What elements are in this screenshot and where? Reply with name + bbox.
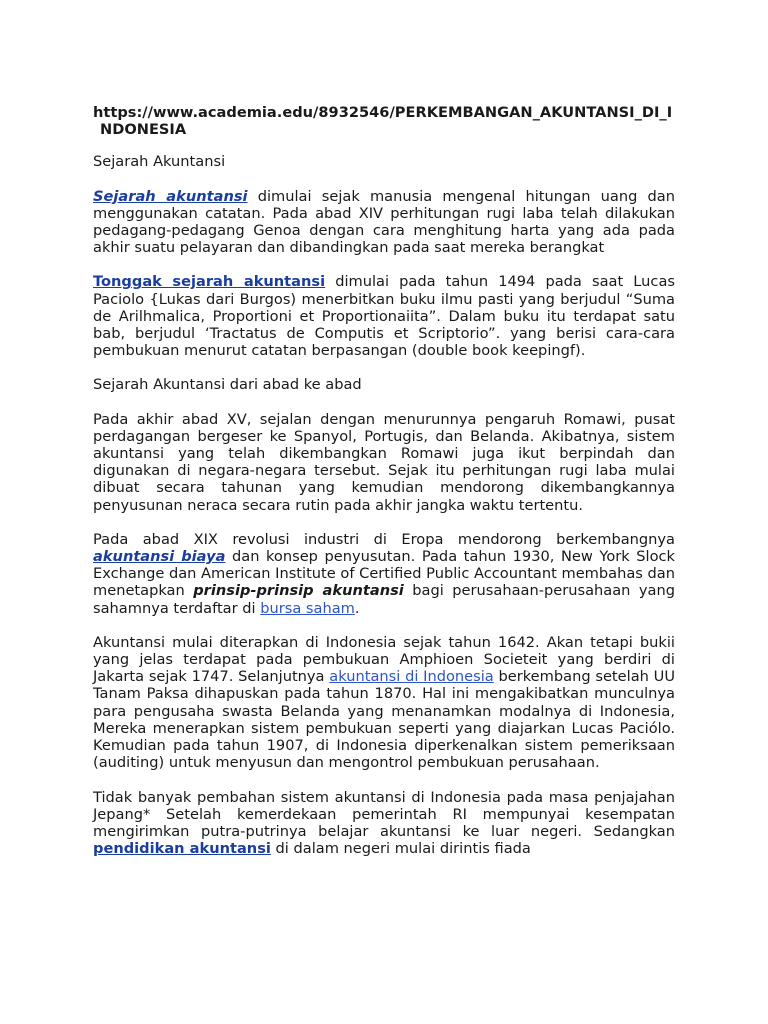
heading-sejarah-akuntansi: Sejarah Akuntansi (93, 153, 226, 171)
paragraph-6-text-2: di dalam negeri mulai dirintis fiada (270, 840, 531, 858)
paragraph-6 (93, 789, 675, 858)
paragraph-1 (93, 188, 675, 257)
link-tonggak-sejarah-akuntansi[interactable]: Tonggak sejarah akuntansi (93, 273, 326, 291)
paragraph-5-text-2: berkembang setelah UU Tanam Paksa dihapuskan pada tahun 1870. Hal ini mengakibatkan munculnya para pengusaha swasta Belanda yang menanamkan modalnya di Indonesia, Mereka menerapkan sistem pembukuan seperti yang diajarkan Lucas Paciólo. Kemudian pada tahun 1907, di Indonesia diperkenalkan sistem pemeriksaan (auditing) untuk menyusun dan mengontrol pembukuan perusahaan. (93, 668, 676, 772)
bold-prinsip-akuntansi: prinsip-prinsip akuntansi (193, 582, 404, 600)
link-bursa-saham[interactable]: bursa saham (260, 599, 355, 617)
source-url-link[interactable]: https://www.academia.edu/8932546/PERKEMBANGAN_AKUNTANSI_DI_INDONESIA (93, 104, 673, 139)
paragraph-4-text-1: Pada abad XIX revolusi industri di Eropa mendorong berkembangnya (93, 530, 675, 548)
paragraph-5-text-1: Akuntansi mulai diterapkan di Indonesia sejak tahun 1642. Akan tetapi bukii yang jelas terdapat pada pembukuan Amphioen Societeit yang berdiri di Jakarta sejak 1747. Selanjutnya (93, 633, 675, 686)
paragraph-6-text-1: Tidak banyak pembahan sistem akuntansi di Indonesia pada masa penjajahan Jepang* Setelah kemerdekaan pemerintah RI mempunyai kesempatan mengirimkan putra-putrinya belajar akuntansi ke luar negeri. Sedangkan (93, 788, 675, 840)
heading-sejarah-abad: Sejarah Akuntansi dari abad ke abad (93, 376, 362, 394)
paragraph-2 (93, 273, 675, 359)
link-pendidikan-akuntansi[interactable]: pendidikan akuntansi (93, 840, 271, 858)
paragraph-5 (93, 634, 675, 772)
link-akuntansi-biaya[interactable]: akuntansi biaya (93, 548, 226, 566)
paragraph-3: Pada akhir abad XV, sejalan dengan menurunnya pengaruh Romawi, pusat perdagangan bergeser ke Spanyol, Portugis, dan Belanda. Akibatnya, sistem akuntansi yang telah dikembangkan Romawi juga ikut berpindah dan digunakan di negara-negara tersebut. Sejak itu perhitungan rugi laba mulai dibuat secara tahunan yang kemudian mendorong dikembangkannya penyusunan neraca secara rutin pada akhir jangka waktu tertentu. (93, 410, 675, 514)
document-page (93, 104, 675, 874)
paragraph-4 (93, 531, 675, 617)
paragraph-4-text-4: . (354, 599, 360, 617)
link-akuntansi-di-indonesia[interactable]: akuntansi di Indonesia (329, 668, 494, 686)
paragraph-4-text-3: bagi perusahaan-perusahaan yang sahamnya terdaftar di (93, 582, 675, 617)
paragraph-1-text: dimulai sejak manusia mengenal hitungan uang dan menggunakan catatan. Pada abad XIV perhitungan rugi laba telah dilakukan pedagang-pedagang Genoa dengan cara menghitung harta yang ada pada akhir suatu pelayaran dan dibandingkan pada saat mereka berangkat (93, 187, 675, 257)
link-sejarah-akuntansi[interactable]: Sejarah akuntansi (93, 187, 248, 205)
paragraph-2-text: dimulai pada tahun 1494 pada saat Lucas Paciolo {Lukas dari Burgos) menerbitkan buku ilmu pasti yang berjudul “Suma de Arilhmalica, Proportioni et Proportionaiita”. Dalam buku itu terdapat satu bab, berjudul ‘Tractatus de Computis et Scriptorio”. yang berisi cara-cara pembukuan menurut catatan berpasangan (double book keepingf). (93, 273, 675, 360)
paragraph-4-text-2: dan konsep penyusutan. Pada tahun 1930, New York Slock Exchange dan American Institute of Certified Public Accountant membahas dan menetapkan (93, 548, 675, 600)
